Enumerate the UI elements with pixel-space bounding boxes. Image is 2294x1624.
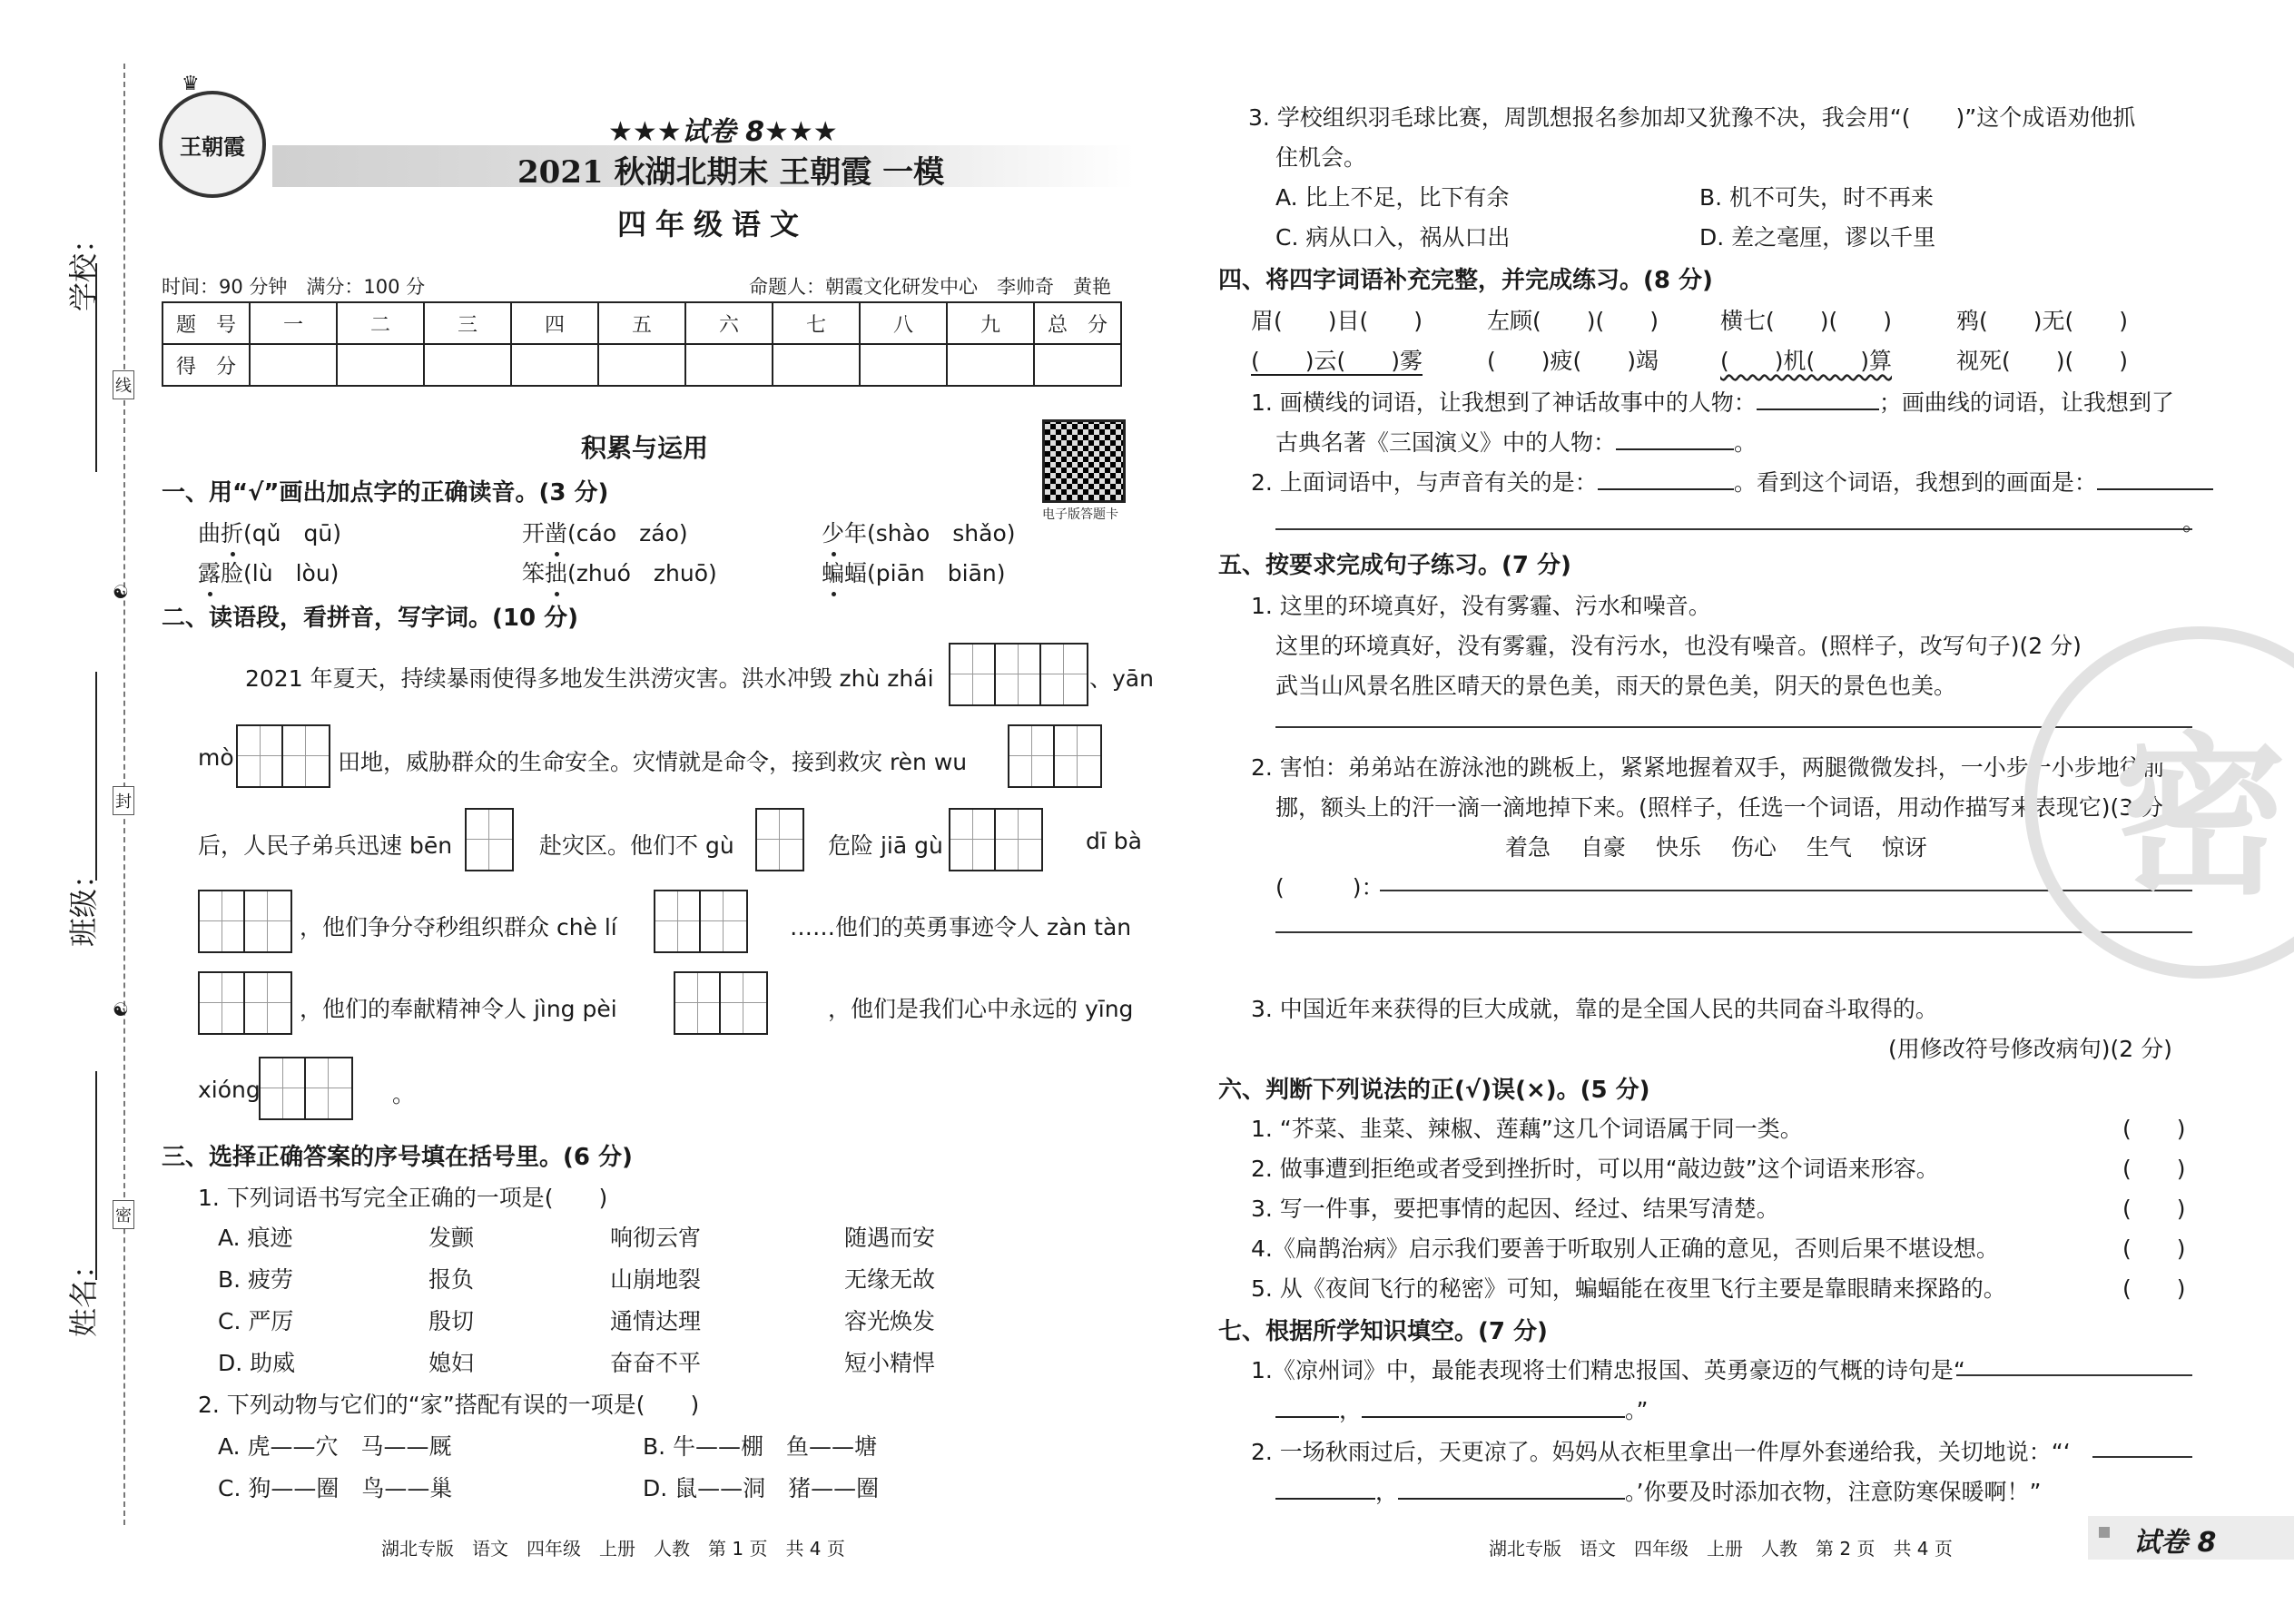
idiom-blank[interactable]: 鸦( )无( ) bbox=[1956, 308, 2129, 334]
q2-text: 危险 jiā gù bbox=[828, 832, 943, 859]
q3-s1: 1. 下列词语书写完全正确的一项是( ) bbox=[198, 1185, 608, 1211]
option[interactable]: B. 牛——棚 鱼——塘 bbox=[643, 1433, 878, 1460]
option-word: 无缘无故 bbox=[844, 1266, 936, 1293]
writing-grid[interactable] bbox=[949, 643, 1088, 706]
answer-line[interactable] bbox=[2092, 1456, 2192, 1458]
judge-paren[interactable]: ( ) bbox=[2122, 1275, 2186, 1302]
exam-time-info: 时间：90 分钟 满分：100 分 bbox=[162, 276, 426, 298]
q7-s2a: 2. 一场秋雨过后，天更凉了。妈妈从衣柜里拿出一件厚外套递给我，关切地说：“‘ bbox=[1251, 1439, 2071, 1465]
score-header: 八 bbox=[860, 302, 947, 344]
crown-icon: ♛ bbox=[182, 73, 200, 95]
q3-title: 三、选择正确答案的序号填在括号里。(6 分) bbox=[162, 1144, 633, 1171]
class-line bbox=[95, 672, 97, 881]
option-word: 发颤 bbox=[428, 1225, 475, 1251]
score-header: 总 分 bbox=[1034, 302, 1121, 344]
exam-title: 2021 秋湖北期末 王朝霞 一模 bbox=[517, 154, 945, 191]
score-cell[interactable] bbox=[773, 344, 860, 386]
q1-title: 一、用“√”画出加点字的正确读音。(3 分) bbox=[162, 479, 609, 507]
option-word: 媳妇 bbox=[428, 1350, 475, 1376]
series-badge: ★★★试卷 8★★★ bbox=[608, 116, 838, 148]
score-cell[interactable] bbox=[337, 344, 424, 386]
publisher-logo bbox=[159, 91, 266, 198]
writing-grid[interactable] bbox=[465, 808, 514, 871]
q2-text: ，他们的奉献精神令人 jìng pèi bbox=[300, 996, 617, 1022]
option-word: 随遇而安 bbox=[844, 1225, 936, 1251]
q2-text: mò bbox=[198, 744, 234, 771]
seal-icon: ☯ bbox=[113, 581, 129, 603]
answer-line[interactable] bbox=[2097, 488, 2213, 490]
option[interactable]: A. 痕迹 bbox=[218, 1225, 293, 1251]
q2-text: 田地，威胁群众的生命安全。灾情就是命令，接到救灾 rèn wu bbox=[338, 749, 968, 775]
answer-line[interactable] bbox=[1275, 931, 2192, 933]
word-choices: 着急 自豪 快乐 伤心 生气 惊讶 bbox=[1505, 834, 1927, 861]
q5-s2b: 挪，额头上的汗一滴一滴地掉下来。(照样子，任选一个词语，用动作描写来表现它)(3 分) bbox=[1275, 794, 2172, 821]
score-header: 题 号 bbox=[162, 302, 250, 344]
q7-s2-cont: ， 。’你要及时添加衣物，注意防寒保暖啊！” bbox=[1275, 1474, 2041, 1507]
part-title: 积累与运用 bbox=[581, 433, 709, 463]
judge-item: 2. 做事遭到拒绝或者受到挫折时，可以用“敲边鼓”这个词语来形容。 bbox=[1251, 1156, 1939, 1182]
score-cell[interactable] bbox=[511, 344, 598, 386]
option[interactable]: B. 机不可失，时不再来 bbox=[1699, 184, 1935, 211]
option[interactable]: D. 鼠——洞 猪——圈 bbox=[643, 1475, 880, 1501]
q5-s1b: 这里的环境真好，没有雾霾，没有污水，也没有噪音。(照样子，改写句子)(2 分) bbox=[1275, 633, 2082, 659]
school-line bbox=[95, 263, 97, 472]
option-word: 殷切 bbox=[428, 1308, 475, 1334]
class-label: 班级： bbox=[66, 859, 101, 947]
q1-item[interactable]: 曲折(qǔ qū) bbox=[198, 516, 341, 548]
option-word: 报负 bbox=[428, 1266, 475, 1293]
score-cell[interactable] bbox=[1034, 344, 1121, 386]
footer-square-icon bbox=[2099, 1527, 2110, 1538]
option-word: 通情达理 bbox=[610, 1308, 702, 1334]
idiom-blank[interactable]: 视死( )( ) bbox=[1956, 348, 2129, 374]
footer-badge: 试卷 8 bbox=[2133, 1527, 2217, 1559]
answer-line[interactable] bbox=[1616, 448, 1734, 450]
q5-s2c: ( )： bbox=[1275, 874, 1384, 901]
judge-item: 5. 从《夜间飞行的秘密》可知，蝙蝠能在夜里飞行主要是靠眼睛来探路的。 bbox=[1251, 1275, 2006, 1302]
answer-line[interactable] bbox=[1398, 1498, 1625, 1500]
option[interactable]: B. 疲劳 bbox=[218, 1266, 294, 1293]
score-cell[interactable] bbox=[598, 344, 685, 386]
q4-s1: 1. 画横线的词语，让我想到了神话故事中的人物： ；画曲线的词语，让我想到了 bbox=[1251, 389, 2174, 416]
qr-caption: 电子版答题卡 bbox=[1042, 507, 1118, 522]
answer-line[interactable] bbox=[1362, 1416, 1625, 1418]
option-word: 奋奋不平 bbox=[610, 1350, 702, 1376]
q2-text: 后，人民子弟兵迅速 bēn bbox=[198, 832, 453, 859]
option[interactable]: A. 虎——穴 马——厩 bbox=[218, 1433, 452, 1460]
idiom-blank[interactable]: ( )疲( )竭 bbox=[1487, 348, 1659, 374]
score-table bbox=[162, 301, 1122, 387]
answer-line[interactable] bbox=[1598, 488, 1734, 490]
q3-s2: 2. 下列动物与它们的“家”搭配有误的一项是( ) bbox=[198, 1392, 700, 1418]
option[interactable]: D. 助威 bbox=[218, 1350, 296, 1376]
q5-s2a: 2. 害怕：弟弟站在游泳池的跳板上，紧紧地握着双手，两腿微微发抖，一小步一小步地往前 bbox=[1251, 754, 2165, 781]
option[interactable]: C. 病从口入，祸从口出 bbox=[1275, 224, 1511, 251]
option[interactable]: C. 狗——圈 鸟——巢 bbox=[218, 1475, 453, 1501]
logo-text: 王朝霞 bbox=[180, 133, 245, 160]
q1-item[interactable]: 蝙蝠(piān biān) bbox=[822, 556, 1006, 588]
idiom-blank[interactable]: 左顾( )( ) bbox=[1487, 308, 1659, 334]
idiom-blank-wavy[interactable]: ( )机( )算 bbox=[1720, 348, 1893, 374]
option[interactable]: A. 比上不足，比下有余 bbox=[1275, 184, 1510, 211]
confidential-seal bbox=[2024, 626, 2294, 979]
judge-paren[interactable]: ( ) bbox=[2122, 1156, 2186, 1182]
score-header: 九 bbox=[947, 302, 1034, 344]
q2-text: ，他们是我们心中永远的 yīng bbox=[828, 996, 1134, 1022]
judge-item: 3. 写一件事，要把事情的起因、经过、结果写清楚。 bbox=[1251, 1196, 1779, 1222]
q7-s1-cont: ， 。” bbox=[1275, 1393, 1648, 1425]
score-cell[interactable] bbox=[424, 344, 511, 386]
writing-grid[interactable] bbox=[654, 890, 748, 953]
q2-text: dī bà bbox=[1086, 828, 1142, 854]
score-header: 六 bbox=[685, 302, 773, 344]
name-line bbox=[95, 1071, 97, 1280]
answer-line[interactable] bbox=[1275, 528, 2192, 530]
q2-text: ……他们的英勇事迹令人 zàn tàn bbox=[790, 914, 1132, 940]
idiom-blank[interactable]: 横七( )( ) bbox=[1720, 308, 1893, 334]
q1-item[interactable]: 开凿(cáo záo) bbox=[522, 516, 688, 548]
option[interactable]: C. 严厉 bbox=[218, 1308, 294, 1334]
qr-code-icon[interactable] bbox=[1042, 419, 1126, 503]
writing-grid[interactable] bbox=[198, 890, 292, 953]
q1-item[interactable]: 少年(shào shǎo) bbox=[822, 516, 1016, 548]
idiom-blank[interactable]: 眉( )目( ) bbox=[1251, 308, 1423, 334]
judge-paren[interactable]: ( ) bbox=[2122, 1235, 2186, 1262]
q6-title: 六、判断下列说法的正(√)误(×)。(5 分) bbox=[1218, 1077, 1650, 1104]
q3-s3-line1: 3. 学校组织羽毛球比赛，周凯想报名参加却又犹豫不决，我会用“( )”这个成语劝他抓 bbox=[1248, 104, 2136, 131]
q2-text: ，他们争分夺秒组织群众 chè lí bbox=[300, 914, 617, 940]
score-cell[interactable] bbox=[947, 344, 1034, 386]
score-row-label: 得 分 bbox=[162, 344, 250, 386]
name-label: 姓名： bbox=[66, 1249, 101, 1337]
author-info: 命题人：朝霞文化研发中心 李帅奇 黄艳 bbox=[749, 276, 1111, 298]
judge-paren[interactable]: ( ) bbox=[2122, 1116, 2186, 1142]
page-footer-left: 湖北专版 语文 四年级 上册 人教 第 1 页 共 4 页 bbox=[381, 1538, 845, 1560]
q2-text: 2021 年夏天，持续暴雨使得多地发生洪涝灾害。洪水冲毁 zhù zhái bbox=[245, 665, 934, 692]
option[interactable]: D. 差之毫厘，谬以千里 bbox=[1699, 224, 1936, 251]
q1-item[interactable]: 露脸(lù lòu) bbox=[198, 556, 339, 588]
score-cell[interactable] bbox=[860, 344, 947, 386]
answer-line[interactable] bbox=[1275, 1498, 1375, 1500]
score-cell[interactable] bbox=[250, 344, 337, 386]
seal-text: 密 bbox=[2113, 716, 2287, 918]
q5-s1c: 武当山风景名胜区晴天的景色美，雨天的景色美，阴天的景色也美。 bbox=[1275, 673, 1957, 699]
judge-paren[interactable]: ( ) bbox=[2122, 1196, 2186, 1222]
q4-title: 四、将四字词语补充完整，并完成练习。(8 分) bbox=[1218, 267, 1713, 294]
score-cell[interactable] bbox=[685, 344, 773, 386]
q3-s3-line2: 住机会。 bbox=[1275, 144, 1367, 171]
seal-icon: ☯ bbox=[113, 999, 129, 1020]
q4-s2: 2. 上面词语中，与声音有关的是： 。看到这个词语，我想到的画面是： bbox=[1251, 465, 2213, 497]
answer-line[interactable] bbox=[1956, 1374, 2192, 1376]
option-word: 响彻云宵 bbox=[610, 1225, 702, 1251]
judge-item: 1. “芥菜、韭菜、辣椒、莲藕”这几个词语属于同一类。 bbox=[1251, 1116, 1803, 1142]
school-label: 学校： bbox=[66, 223, 101, 311]
writing-grid[interactable] bbox=[949, 808, 1043, 871]
q7-s1a: 1.《凉州词》中，最能表现将士们精忠报国、英勇豪迈的气概的诗句是“ bbox=[1251, 1357, 1965, 1383]
q4-s2-end: 。 bbox=[2182, 509, 2206, 536]
binding-mark-feng: 封 bbox=[113, 786, 134, 815]
score-header: 五 bbox=[598, 302, 685, 344]
writing-grid[interactable] bbox=[236, 724, 330, 788]
binding-mark-mi: 密 bbox=[113, 1200, 134, 1229]
answer-line[interactable] bbox=[1757, 408, 1879, 410]
q2-text: 。 bbox=[392, 1081, 416, 1107]
q5-title: 五、按要求完成句子练习。(7 分) bbox=[1218, 552, 1571, 579]
q5-s3a: 3. 中国近年来获得的巨大成就，靠的是全国人民的共同奋斗取得的。 bbox=[1251, 996, 1938, 1022]
score-header: 四 bbox=[511, 302, 598, 344]
writing-grid[interactable] bbox=[259, 1057, 353, 1120]
writing-grid[interactable] bbox=[674, 971, 768, 1035]
q2-text: 、yān bbox=[1089, 665, 1154, 692]
subject-title: 四年级语文 bbox=[617, 207, 809, 241]
q2-title: 二、读语段，看拼音，写字词。(10 分) bbox=[162, 605, 578, 632]
q2-text: 赴灾区。他们不 gù bbox=[539, 832, 734, 859]
idiom-blank-underlined[interactable]: ( )云( )雾 bbox=[1251, 348, 1423, 374]
score-header: 一 bbox=[250, 302, 337, 344]
q1-item[interactable]: 笨拙(zhuó zhuō) bbox=[522, 556, 717, 588]
writing-grid[interactable] bbox=[1008, 724, 1102, 788]
answer-line[interactable] bbox=[1275, 1416, 1339, 1418]
q4-s1-cont: 古典名著《三国演义》中的人物： 。 bbox=[1275, 429, 1757, 456]
option-word: 短小精悍 bbox=[844, 1350, 936, 1376]
binding-mark-xian: 线 bbox=[113, 370, 134, 399]
score-header: 三 bbox=[424, 302, 511, 344]
judge-item: 4.《扁鹊治病》启示我们要善于听取别人正确的意见，否则后果不堪设想。 bbox=[1251, 1235, 1999, 1262]
q5-s3b: (用修改符号修改病句)(2 分) bbox=[1888, 1036, 2172, 1062]
writing-grid[interactable] bbox=[755, 808, 804, 871]
option-word: 容光焕发 bbox=[844, 1308, 936, 1334]
writing-grid[interactable] bbox=[198, 971, 292, 1035]
score-header: 七 bbox=[773, 302, 860, 344]
q5-s1a: 1. 这里的环境真好，没有雾霾、污水和噪音。 bbox=[1251, 593, 1711, 619]
q7-title: 七、根据所学知识填空。(7 分) bbox=[1218, 1318, 1548, 1345]
page-footer-right: 湖北专版 语文 四年级 上册 人教 第 2 页 共 4 页 bbox=[1489, 1538, 1953, 1560]
q2-text: xióng bbox=[198, 1077, 261, 1103]
score-header: 二 bbox=[337, 302, 424, 344]
option-word: 山崩地裂 bbox=[610, 1266, 702, 1293]
